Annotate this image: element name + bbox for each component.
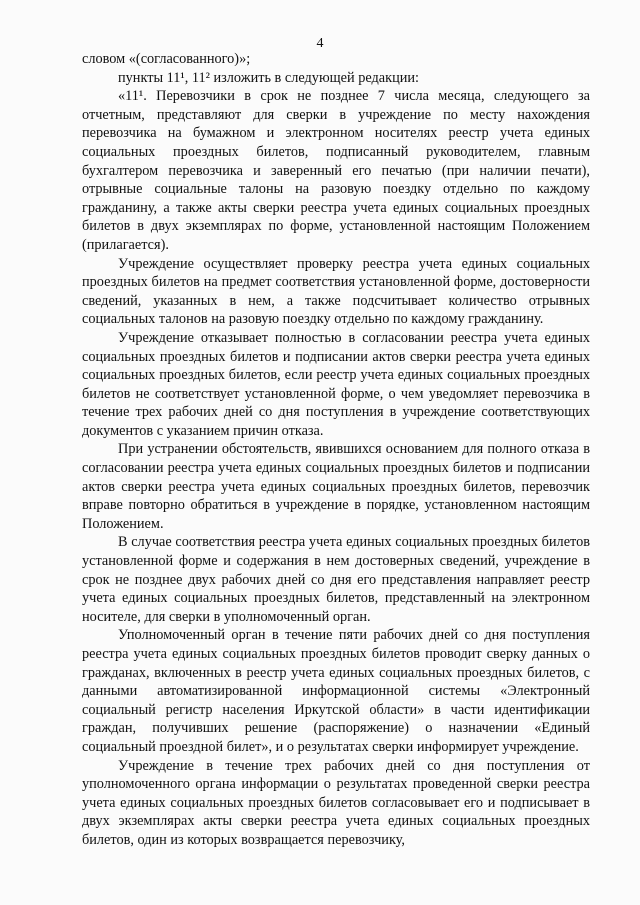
paragraph-5: Учреждение отказывает полностью в согласовании реестра учета единых социальных проездных билетов и подписании актов сверки реестра учета единых социальных проездных билетов, если реестр учета единых социальных проездных билетов не соответствует установленной форме, о чем уведомляет перевозчика в течение трех рабочих дней со дня поступления в учреждение соответствующих документов с указанием причин отказа. xyxy=(82,329,590,439)
paragraph-9: Учреждение в течение трех рабочих дней со дня поступления от уполномоченного органа информации о результатах проведенной сверки реестра учета единых социальных проездных билетов согласовывает его и подписывает в двух экземплярах акты сверки реестра учета единых социальных проездных билетов, один из которых возвращается перевозчику, xyxy=(82,757,590,848)
paragraph-2: пункты 11¹, 11² изложить в следующей редакции: xyxy=(118,69,420,86)
paragraph-3: «11¹. Перевозчики в срок не позднее 7 числа месяца, следующего за отчетным, представляют для сверки в учреждение по месту нахождения перевозчика на бумажном и электронном носителях реестр учета единых социальных проездных билетов, подписанный руководителем, главным бухгалтером перевозчика и заверенный его печатью (при наличии печати), отрывные социальные талоны на разовую поездку отдельно по каждому гражданину, а также акты сверки реестра учета единых социальных проездных билетов в двух экземплярах по форме, установленной настоящим Положением (прилагается). xyxy=(82,88,590,253)
paragraph-8: Уполномоченный орган в течение пяти рабочих дней со дня поступления реестра учета единых социальных проездных билетов проводит сверку данных о гражданах, включенных в реестр учета единых социальных проездных билетов, с данными автоматизированной информационной системы «Электронный социальный регистр населения Иркутской области» в части идентификации граждан, получивших решение (распоряжение) о назначении «Единый социальный проездной билет», и о результатах сверки информирует учреждение. xyxy=(82,627,590,755)
document-body xyxy=(82,50,590,850)
paragraph-7: В случае соответствия реестра учета единых социальных проездных билетов установленной форме и содержания в нем достоверных сведений, учреждение в срок не позднее двух рабочих дней со дня его представления направляет реестр учета единых социальных проездных билетов, представленный на электронном носителе, для сверки в уполномоченный орган. xyxy=(82,534,590,625)
paragraph-6: При устранении обстоятельств, явившихся основанием для полного отказа в согласовании реестра учета единых социальных проездных билетов и подписании актов сверки реестра учета единых социальных проездных билетов, перевозчик вправе повторно обратиться в учреждение в порядке, установленном настоящим Положением. xyxy=(82,441,590,532)
paragraph-4: Учреждение осуществляет проверку реестра учета единых социальных проездных билетов на предмет соответствия установленной форме, достоверности сведений, указанных в нем, а также подсчитывает количество отрывных социальных талонов на разовую поездку отдельно по каждому гражданину. xyxy=(82,255,590,328)
paragraph-1: словом «(согласованного)»; xyxy=(82,51,251,67)
page-number: 4 xyxy=(316,36,324,51)
